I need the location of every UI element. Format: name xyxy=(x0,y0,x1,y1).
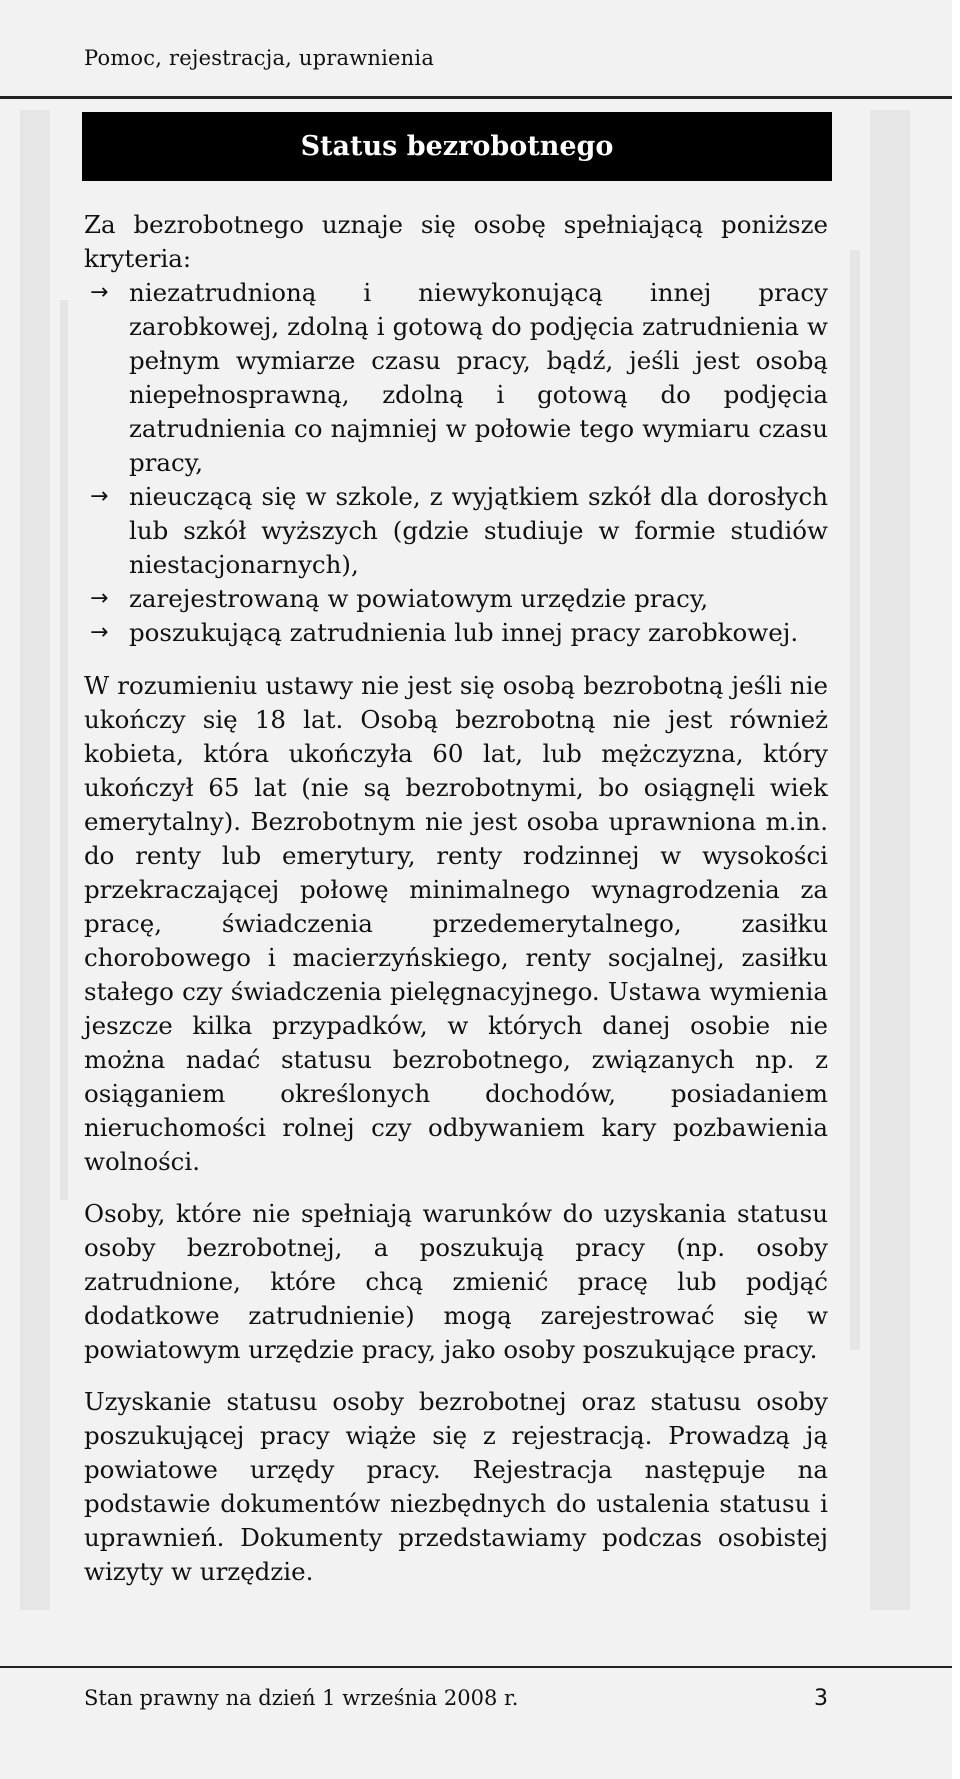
arrow-right-icon: → xyxy=(90,620,109,645)
paragraph: W rozumieniu ustawy nie jest się osobą bezrobotną jeśli nie ukończy się 18 lat. Osobą bezrobotną nie jest również kobieta, która ukończyła 60 lat, lub mężczyzna, który ukończył 65 lat (nie są bezrobotnymi, bo osiągnęli wiek emerytalny). Bezrobotnym nie jest osoba uprawniona m.in. do renty lub emerytury, renty rodzinnej w wysokości przekraczającej połowę minimalnego wynagrodzenia za pracę, świadczenia przedemerytalnego, zasiłku chorobowego i macierzyńskiego, renty socjalnej, zasiłku stałego czy świadczenia pielęgnacyjnego. Ustawa wymienia jeszcze kilka przypadków, w których danej osobie nie można nadać statusu bezrobotnego, związanych np. z osiąganiem określonych dochodów, posiadaniem nieruchomości rolnej czy odbywaniem kary pozbawienia wolności. xyxy=(84,671,828,1176)
intro-paragraph: Za bezrobotnego uznaje się osobę spełniającą poniższe kryteria: xyxy=(84,210,828,273)
section-title: Status bezrobotnego xyxy=(300,131,614,162)
page-number: 3 xyxy=(814,1686,828,1711)
arrow-right-icon: → xyxy=(90,484,109,509)
section-title-bar xyxy=(82,112,832,181)
right-margin-strip xyxy=(952,0,960,1779)
list-item xyxy=(84,616,828,650)
running-head: Pomoc, rejestracja, uprawnienia xyxy=(84,46,435,70)
list-item xyxy=(84,582,828,616)
paragraph: Osoby, które nie spełniają warunków do uzyskania statusu osoby bezrobotnej, a poszukują pracy (np. osoby zatrudnione, które chcą zmienić pracę lub podjąć dodatkowe zatrudnienie) mogą zarejestrować się w powiatowym urzędzie pracy, jako osoby poszukujące pracy. xyxy=(84,1199,828,1364)
arrow-right-icon: → xyxy=(90,586,109,611)
list-item xyxy=(84,480,828,582)
criteria-list xyxy=(84,276,828,650)
list-item xyxy=(84,276,828,480)
arrow-right-icon: → xyxy=(90,280,109,305)
header-rule xyxy=(0,96,952,99)
list-item-text: nieuczącą się w szkole, z wyjątkiem szkół dla dorosłych lub szkół wyższych (gdzie studiuje w formie studiów niestacjonarnych), xyxy=(129,482,828,579)
list-item-text: niezatrudnioną i niewykonującą innej pracy zarobkowej, zdolną i gotową do podjęcia zatrudnienia w pełnym wymiarze czasu pracy, bądź, jeśli jest osobą niepełnosprawną, zdolną i gotową do podjęcia zatrudnienia co najmniej w połowie tego wymiaru czasu pracy, xyxy=(129,278,828,477)
list-item-text: poszukującą zatrudnienia lub innej pracy zarobkowej. xyxy=(129,618,799,647)
footer-rule xyxy=(0,1666,952,1668)
paragraph: Uzyskanie statusu osoby bezrobotnej oraz statusu osoby poszukującej pracy wiąże się z rejestracją. Prowadzą ją powiatowe urzędy pracy. Rejestracja następuje na podstawie dokumentów niezbędnych do ustalenia statusu i uprawnień. Dokumenty przedstawiamy podczas osobistej wizyty w urzędzie. xyxy=(84,1387,828,1586)
body-text xyxy=(84,208,828,1607)
list-item-text: zarejestrowaną w powiatowym urzędzie pracy, xyxy=(129,584,709,613)
footer-legal-date: Stan prawny na dzień 1 września 2008 r. xyxy=(84,1686,519,1710)
